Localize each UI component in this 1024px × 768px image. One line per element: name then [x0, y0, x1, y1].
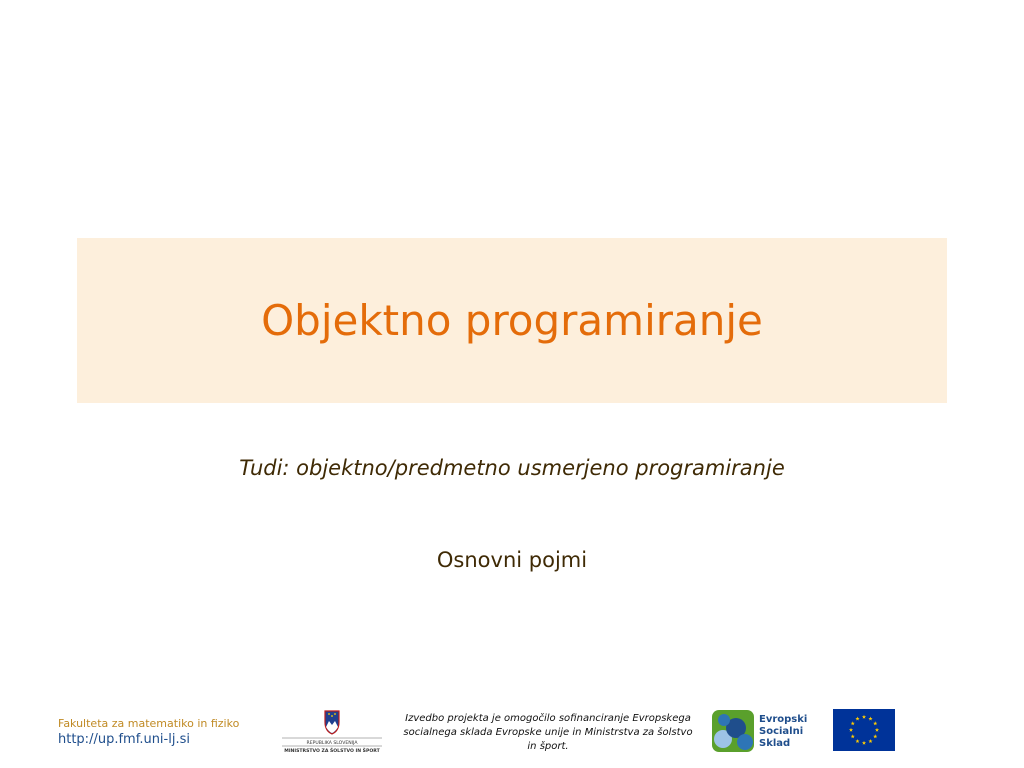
esf-logo-icon	[710, 708, 814, 754]
ministry-logo	[280, 708, 384, 754]
slovenia-coat-of-arms-icon	[280, 708, 384, 754]
esf-logo	[710, 708, 814, 754]
slide-title: Objektno programiranje	[261, 296, 763, 345]
esf-line2: Socialni	[759, 726, 804, 737]
eu-flag	[833, 709, 895, 751]
esf-line3: Sklad	[759, 738, 791, 749]
esf-line1: Evropski	[759, 714, 808, 725]
faculty-url[interactable]: http://up.fmf.uni-lj.si	[58, 732, 190, 747]
title-box	[77, 238, 947, 403]
funding-note: Izvedbo projekta je omogočilo sofinanciranje Evropskega socialnega sklada Evropske unije in Ministrstva za šolstvo in šport.	[403, 713, 693, 752]
eu-flag-icon	[833, 709, 895, 751]
faculty-name: Fakulteta za matematiko in fiziko	[58, 717, 240, 730]
ministry-line2: MINISTRSTVO ZA ŠOLSTVO IN ŠPORT	[284, 749, 380, 754]
faculty-block	[58, 717, 268, 749]
slide-subtitle: Tudi: objektno/predmetno usmerjeno programiranje	[239, 456, 785, 480]
slide-topic: Osnovni pojmi	[436, 548, 588, 572]
ministry-line1: REPUBLIKA SLOVENIJA	[306, 741, 358, 746]
